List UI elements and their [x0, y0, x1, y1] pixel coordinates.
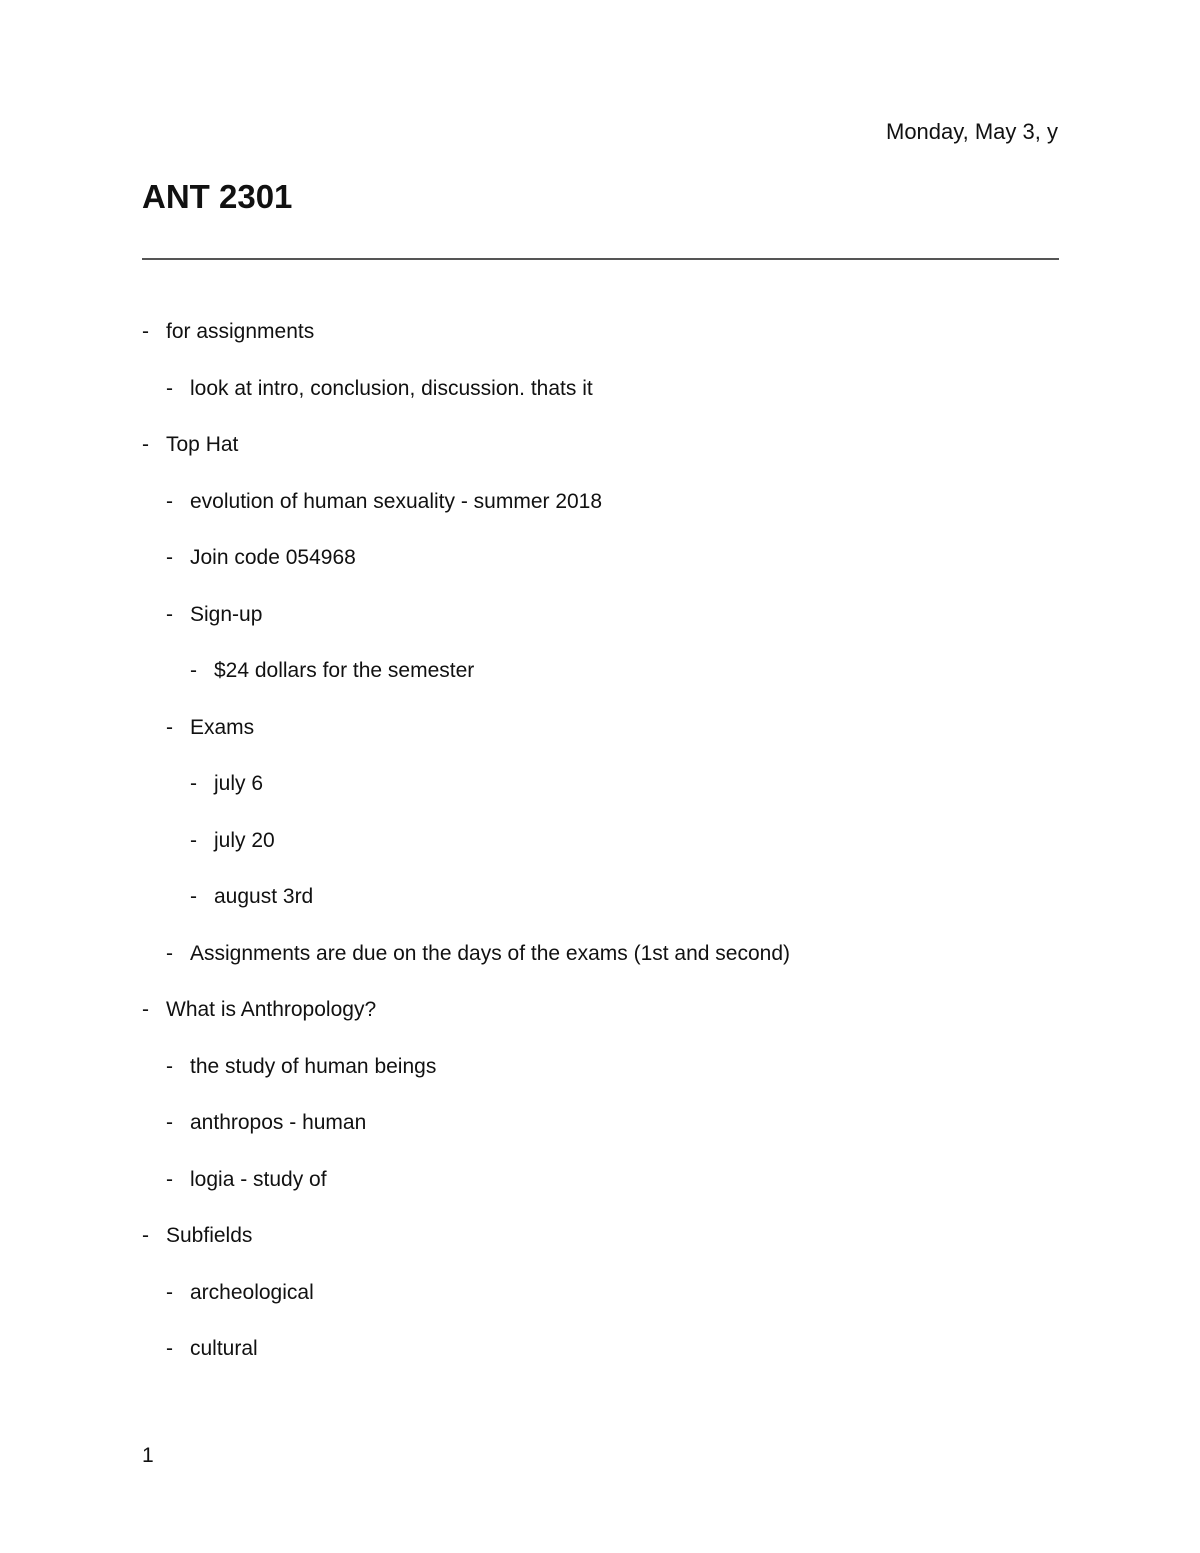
list-item — [142, 939, 1059, 996]
list-item-text: $24 dollars for the semester — [214, 659, 475, 682]
list-item-text: anthropos - human — [190, 1111, 367, 1134]
list-item-text: Top Hat — [166, 433, 239, 456]
list-item — [142, 543, 1059, 600]
bullet-dash: - — [190, 772, 197, 795]
bullet-dash: - — [166, 1111, 173, 1134]
list-item-text: logia - study of — [190, 1167, 327, 1191]
list-item-text: What is Anthropology? — [166, 998, 377, 1021]
list-item-text: cultural — [190, 1337, 258, 1360]
list-item — [142, 487, 1059, 544]
bullet-dash: - — [190, 828, 197, 852]
bullet-dash: - — [190, 659, 197, 682]
bullet-dash: - — [166, 546, 173, 569]
list-item — [142, 1221, 1059, 1278]
list-item — [142, 826, 1059, 883]
list-item-text: Sign-up — [190, 602, 263, 626]
notes-list — [142, 317, 1059, 1391]
note-date: Monday, May 3, y — [886, 119, 1058, 144]
bullet-dash: - — [166, 376, 173, 400]
bullet-dash: - — [166, 941, 173, 965]
list-item — [142, 374, 1059, 431]
list-item — [142, 430, 1059, 487]
list-item — [142, 317, 1059, 374]
bullet-dash: - — [142, 998, 149, 1021]
list-item — [142, 995, 1059, 1052]
list-item — [142, 1108, 1059, 1165]
list-item-text: Subfields — [166, 1224, 253, 1247]
list-item — [142, 882, 1059, 939]
list-item-text: august 3rd — [214, 885, 314, 908]
bullet-dash: - — [142, 1224, 149, 1247]
title-divider — [142, 258, 1059, 260]
bullet-dash: - — [166, 715, 173, 739]
bullet-dash: - — [142, 320, 149, 343]
bullet-dash: - — [166, 1337, 173, 1360]
list-item-text: the study of human beings — [190, 1054, 437, 1078]
bullet-dash: - — [166, 1054, 173, 1078]
list-item — [142, 1165, 1059, 1222]
bullet-dash: - — [190, 885, 197, 908]
list-item — [142, 1278, 1059, 1335]
list-item-text: Join code 054968 — [190, 546, 356, 569]
list-item-text: july 20 — [214, 828, 275, 852]
list-item-text: Exams — [190, 715, 255, 739]
list-item-text: archeological — [190, 1280, 314, 1304]
list-item-text: evolution of human sexuality - summer 2018 — [190, 489, 603, 513]
list-item — [142, 1052, 1059, 1109]
list-item — [142, 656, 1059, 713]
list-item-text: for assignments — [166, 320, 315, 343]
bullet-dash: - — [166, 602, 173, 626]
list-item — [142, 1334, 1059, 1391]
list-item-text: Assignments are due on the days of the exams (1st and second) — [190, 941, 791, 965]
list-item — [142, 713, 1059, 770]
list-item — [142, 769, 1059, 826]
bullet-dash: - — [166, 1167, 173, 1191]
bullet-dash: - — [166, 1280, 173, 1304]
list-item — [142, 600, 1059, 657]
bullet-dash: - — [142, 433, 149, 456]
list-item-text: look at intro, conclusion, discussion. thats it — [190, 376, 593, 400]
page-number: 1 — [142, 1444, 154, 1467]
page-title: ANT 2301 — [142, 178, 293, 215]
bullet-dash: - — [166, 489, 173, 513]
list-item-text: july 6 — [214, 772, 264, 795]
